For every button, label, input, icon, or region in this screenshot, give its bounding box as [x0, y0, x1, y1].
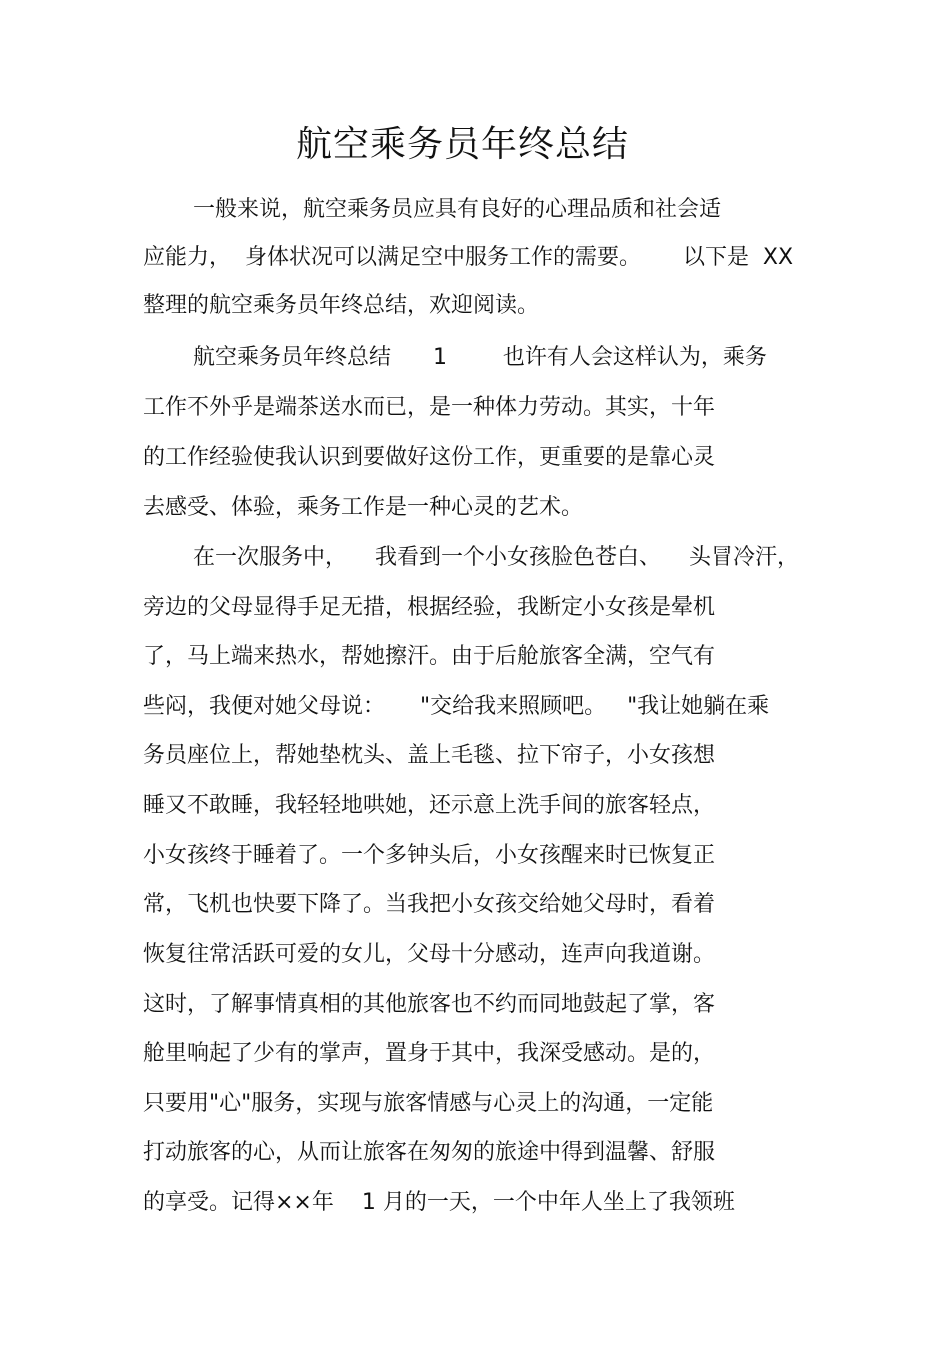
paragraph-line: 常，飞机也快要下降了。当我把小女孩交给她父母时，看着 — [143, 892, 716, 917]
paragraph-line: 睡又不敢睡，我轻轻地哄她，还示意上洗手间的旅客轻点， — [143, 793, 716, 818]
paragraph-line: 务员座位上，帮她垫枕头、盖上毛毯、拉下帘子，小女孩想 — [143, 743, 716, 768]
paragraph-line: 旁边的父母显得手足无措，根据经验，我断定小女孩是晕机 — [143, 595, 716, 620]
paragraph-line: 打动旅客的心，从而让旅客在匆匆的旅途中得到温馨、舒服 — [143, 1140, 716, 1165]
paragraph-line: 在一次服务中， 我看到一个小女孩脸色苍白、 头冒冷汗， — [193, 545, 799, 570]
paragraph-line: 舱里响起了少有的掌声，置身于其中，我深受感动。是的， — [143, 1041, 716, 1066]
paragraph-line: 一般来说，航空乘务员应具有良好的心理品质和社会适 — [193, 197, 722, 222]
paragraph-line: 航空乘务员年终总结 1 也许有人会这样认为，乘务 — [193, 345, 767, 370]
document-title: 航空乘务员年终总结 — [295, 124, 629, 165]
paragraph-line: 去感受、体验，乘务工作是一种心灵的艺术。 — [143, 495, 584, 520]
paragraph-line: 只要用"心"服务，实现与旅客情感与心灵上的沟通，一定能 — [143, 1091, 714, 1116]
paragraph-line: 恢复往常活跃可爱的女儿，父母十分感动，连声向我道谢。 — [143, 942, 716, 967]
paragraph-line: 小女孩终于睡着了。一个多钟头后，小女孩醒来时已恢复正 — [143, 843, 716, 868]
paragraph-line: 应能力， 身体状况可以满足空中服务工作的需要。 以下是 XX — [143, 245, 794, 270]
paragraph-line: 的享受。记得××年 1 月的一天，一个中年人坐上了我领班 — [143, 1190, 735, 1215]
paragraph-line: 的工作经验使我认识到要做好这份工作，更重要的是靠心灵 — [143, 445, 716, 470]
paragraph-line: 整理的航空乘务员年终总结，欢迎阅读。 — [143, 293, 540, 318]
paragraph-line: 了，马上端来热水，帮她擦汗。由于后舱旅客全满，空气有 — [143, 644, 716, 669]
paragraph-line: 些闷，我便对她父母说： "交给我来照顾吧。 "我让她躺在乘 — [143, 694, 770, 719]
paragraph-line: 工作不外乎是端茶送水而已，是一种体力劳动。其实，十年 — [143, 395, 716, 420]
paragraph-line: 这时，了解事情真相的其他旅客也不约而同地鼓起了掌，客 — [143, 992, 716, 1017]
